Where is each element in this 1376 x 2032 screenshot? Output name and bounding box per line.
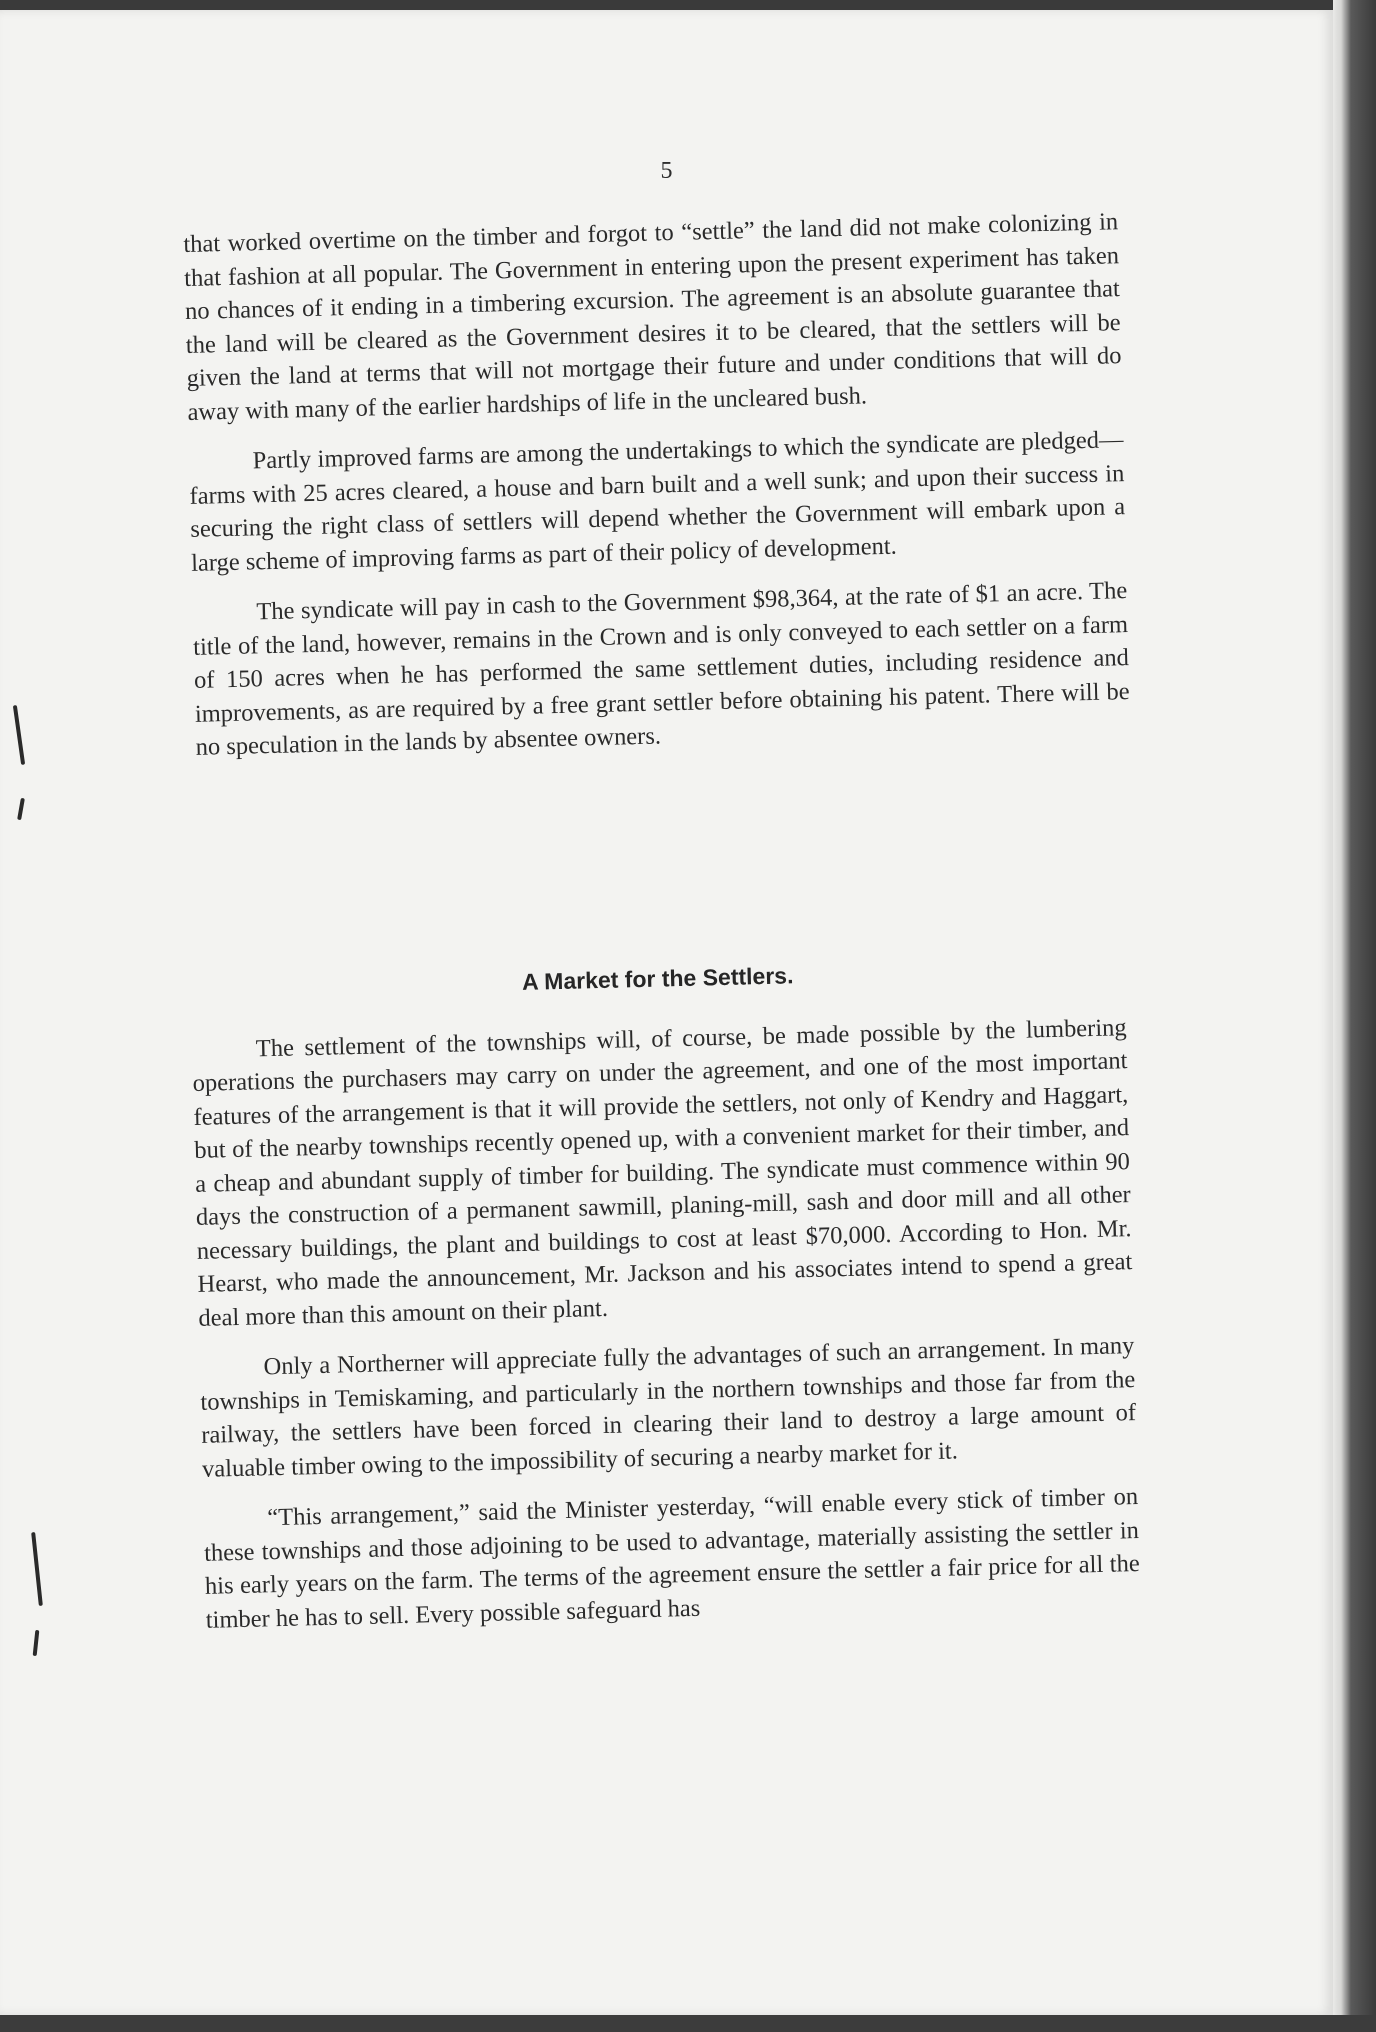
paragraph-3: The syndicate will pay in cash to the Government $98,364, at the rate of $1 an acre. The title of the land, however, remains in the Crown and is only conveyed to each settler on a farm of 150 acres when he has performed the same settlement duties, including residence and improvements, as are required by a free grant settler before obtaining his patent. There will be no speculation in the lands by absentee owners. [192, 577, 1130, 761]
margin-pencil-mark [13, 705, 25, 765]
body-text-lower [190, 951, 1141, 1637]
page-edge-shadow [1333, 0, 1376, 2032]
paragraph-6: “This arrangement,” said the Minister yesterday, “will enable every stick of timber on these townships and those adjoining to be used to advantage, materially assisting the settler in his early years on the farm. The terms of the agreement ensure the settler a fair price for all the timber he has to sell. Every possible safeguard has [203, 1482, 1141, 1634]
page-number: 5 [660, 158, 673, 184]
paragraph-1: that worked overtime on the timber and forgot to “settle” the land did not make colonizing in that fashion at all popular. The Government in entering upon the present experiment has taken no chances of it ending in a timbering excursion. The agreement is an absolute guarantee that the land will be cleared as the Government desires it to be cleared, that the settlers will be given the land at terms that will not mortgage their future and under conditions that will do away with many of the earlier hardships of life in the uncleared bush. [183, 208, 1122, 426]
margin-pencil-mark [31, 1532, 43, 1606]
paragraph-2: Partly improved farms are among the undertakings to which the syndicate are pledged—farms with 25 acres cleared, a house and barn built and a well sunk; and upon their success in securing the right class of settlers will depend whether the Government will embark upon a large scheme of improving farms as part of their policy of development. [189, 426, 1126, 577]
paragraph-4: The settlement of the townships will, of course, be made possible by the lumbering operations the purchasers may carry on under the agreement, and one of the most important features of the arrangement is that it will provide the settlers, not only of Kendry and Haggart, but of the nearby townships recently opened up, with a convenient market for their timber, and a cheap and abundant supply of timber for building. The syndicate must commence within 90 days the construction of a permanent sawmill, planing-mill, sash and door mill and all other necessary buildings, the plant and buildings to cost at least $70,000. According to Hon. Mr. Hearst, who made the announcement, Mr. Jackson and his associates intend to spend a great deal more than this amount on their plant. [192, 1013, 1133, 1332]
scan-bottom-border [0, 2015, 1376, 2032]
margin-pencil-mark [17, 798, 25, 820]
margin-pencil-mark [33, 1630, 40, 1656]
paragraph-5: Only a Northerner will appreciate fully the advantages of such an arrangement. In many townships in Temiskaming, and particularly in the northern townships and those far from the railway, the settlers have been forced in clearing their land to destroy a large amount of valuable timber owing to the impossibility of securing a nearby market for it. [200, 1332, 1137, 1483]
document-page [0, 10, 1333, 2015]
body-text-upper [183, 205, 1131, 764]
section-heading: A Market for the Settlers. [521, 962, 794, 995]
